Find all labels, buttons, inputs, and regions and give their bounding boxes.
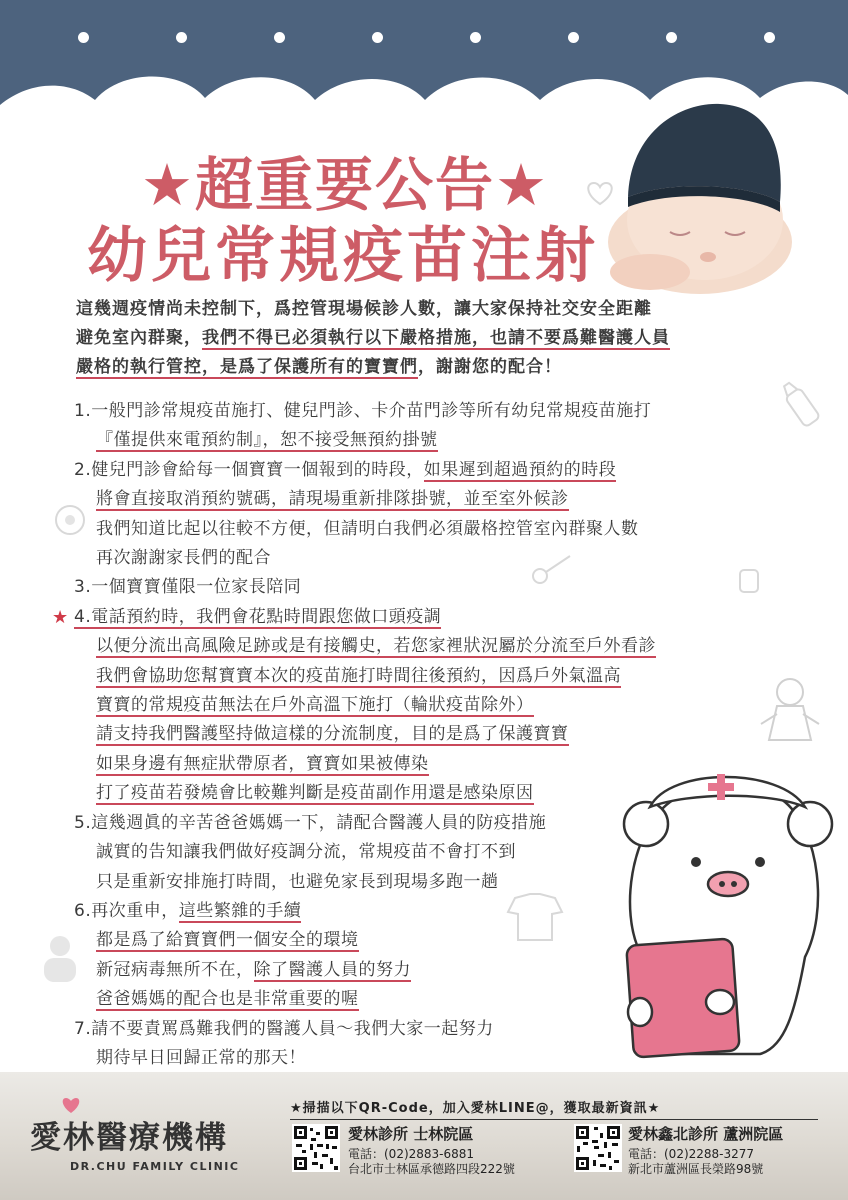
clinic1-name: 愛林診所 士林院區 (348, 1125, 474, 1143)
rule-2-line (74, 485, 794, 514)
rule-7-line: 7.請不要責罵爲難我們的醫護人員～我們大家一起努力 (74, 1018, 494, 1039)
rule-4-line (74, 720, 794, 749)
clinic-logo-subtitle: DR.CHU FAMILY CLINIC (70, 1160, 240, 1173)
rule-emphasis: 寶寶的常規疫苗無法在戶外高溫下施打（輪狀疫苗除外） (96, 695, 534, 716)
rattle-icon (50, 500, 90, 540)
intro-emphasis: 我們不得已必須執行以下嚴格措施，也請不要爲難醫護人員 (202, 328, 670, 348)
rule-emphasis: 以便分流出高風險足跡或是有接觸史，若您家裡狀況屬於分流至戶外看診 (96, 636, 656, 657)
onesie-icon (500, 888, 570, 948)
rule-emphasis: 我們會協助您幫寶寶本次的疫苗施打時間往後預約，因爲戶外氣溫高 (96, 665, 621, 686)
rule-emphasis: 請支持我們醫護堅持做這樣的分流制度，目的是爲了保護寶寶 (96, 724, 569, 745)
rule-text: 新冠病毒無所不在， (96, 959, 254, 980)
intro-emphasis: 嚴格的執行管控，是爲了保護所有的寶寶們 (76, 357, 418, 377)
rule-1-line: 1.一般門診常規疫苗施打、健兒門診、卡介苗門診等所有幼兒常規疫苗施打 (74, 401, 652, 421)
intro-paragraph (76, 295, 796, 382)
rule-3-line: 3.一個寶寶僅限一位家長陪同 (74, 577, 302, 598)
rule-4-line (74, 632, 794, 661)
qr-code-luzhou[interactable] (574, 1124, 622, 1172)
sleeping-baby-image (600, 92, 800, 297)
doll-icon (755, 670, 825, 760)
rule-2-line (74, 456, 794, 485)
qr-code-shilin[interactable] (292, 1124, 340, 1172)
rule-text: 2.健兒門診會給每一個寶寶一個報到的時段， (74, 459, 424, 480)
pacifier-icon (528, 548, 578, 588)
qr-note: ★掃描以下QR-Code，加入愛林LINE@，獲取最新資訊★ (290, 1101, 661, 1116)
robot-toy-icon (30, 930, 90, 990)
rule-4-line (74, 691, 794, 720)
rule-7-line: 期待早日回歸正常的那天！ (96, 1047, 306, 1068)
rule-4-line (52, 603, 794, 632)
clinic-logo-text: 愛林醫療機構 (30, 1120, 228, 1156)
nurse-bear-illustration (610, 762, 840, 1062)
rule-emphasis: 打了疫苗若發燒會比較難判斷是疫苗副作用還是感染原因 (96, 783, 534, 804)
announcement-title: ★超重要公告★ (141, 151, 549, 219)
rule-2-line: 我們知道比起以往較不方便，但請明白我們必須嚴格控管室內群聚人數 (96, 518, 639, 539)
baby-bottle-icon (770, 372, 830, 432)
rule-5-line: 只是重新安排施打時間，也避免家長到現場多跑一趟 (96, 871, 499, 892)
rule-emphasis: 將會直接取消預約號碼，請現場重新排隊掛號，並至室外候診 (96, 489, 569, 510)
intro-line: 這幾週疫情尚未控制下，爲控管現場候診人數，讓大家保持社交安全距離 (76, 299, 652, 319)
heart-icon (580, 178, 620, 208)
rule-emphasis: 4.電話預約時，我們會花點時間跟您做口頭疫調 (74, 606, 442, 627)
vaccine-title: 幼兒常規疫苗注射 (87, 221, 599, 291)
rule-emphasis: 除了醫護人員的努力 (253, 959, 411, 980)
rule-5-line: 誠實的告知讓我們做好疫調分流，常規疫苗不會打不到 (96, 842, 516, 863)
rule-5-line: 5.這幾週眞的辛苦爸爸媽媽一下，請配合醫護人員的防疫措施 (74, 812, 547, 833)
intro-line (76, 324, 796, 353)
rule-emphasis: 這些繁雜的手續 (178, 900, 302, 921)
clinic2-address: 新北市蘆洲區長榮路98號 (628, 1162, 764, 1176)
clinic1-phone: 電話：(02)2883-6881 (348, 1147, 475, 1161)
clinic2-name: 愛林鑫北診所 蘆洲院區 (628, 1125, 784, 1143)
rule-emphasis: 如果遲到超過預約的時段 (423, 459, 617, 480)
intro-line (76, 353, 796, 382)
footer-divider (290, 1119, 818, 1120)
rule-emphasis: 『僅提供來電預約制』 (96, 430, 263, 451)
rule-emphasis: 如果身邊有無症狀帶原者，寶寶如果被傳染 (96, 753, 429, 774)
rule-emphasis: 爸爸媽媽的配合也是非常重要的喔 (96, 989, 359, 1010)
rule-1-line (74, 426, 794, 455)
clinic2-phone: 電話：(02)2288-3277 (628, 1147, 755, 1161)
clinic1-address: 台北市士林區承德路四段222號 (348, 1162, 515, 1176)
rule-4-line (74, 662, 794, 691)
intro-text: 避免室內群聚， (76, 328, 202, 348)
cup-icon (730, 560, 770, 600)
rule-text: 6.再次重申， (74, 900, 179, 921)
rule-emphasis: 都是爲了給寶寶們一個安全的環境 (96, 930, 359, 951)
red-star-icon: ★ (52, 606, 69, 628)
intro-text: ，謝謝您的配合！ (418, 357, 562, 377)
rule-2-line: 再次謝謝家長們的配合 (96, 548, 271, 569)
rule-emphasis: ，恕不接受無預約掛號 (262, 430, 438, 451)
